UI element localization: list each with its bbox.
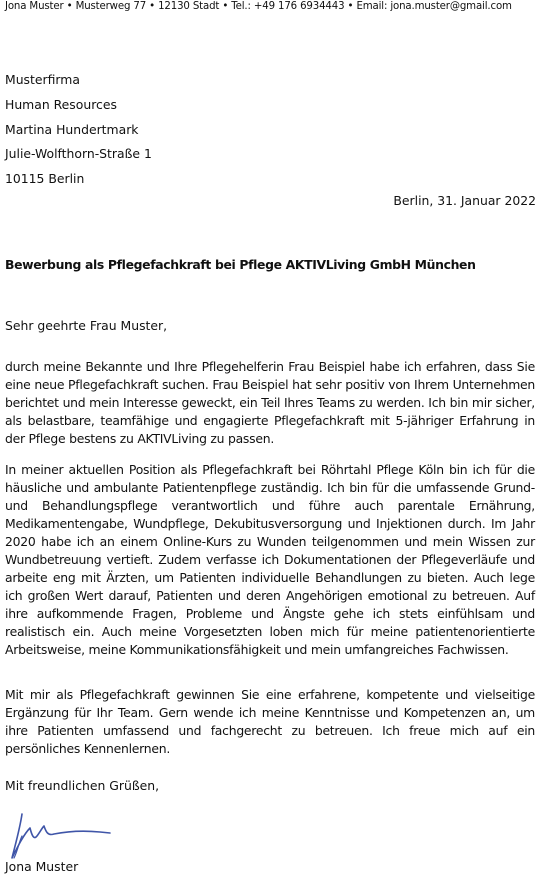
sender-line: Jona Muster • Musterweg 77 • 12130 Stadt • Tel.: +49 176 6934443 • Email: jona.muster@gmail.com (5, 1, 512, 12)
signer-name: Jona Muster (5, 859, 79, 874)
recipient-contact: Martina Hundertmark (5, 121, 139, 137)
recipient-city: 10115 Berlin (5, 171, 85, 187)
recipient-department: Human Resources (5, 96, 117, 112)
recipient-company: Musterfirma (5, 72, 80, 87)
letter-date: Berlin, 31. Januar 2022 (393, 193, 536, 208)
body-paragraph-2: In meiner aktuellen Position als Pflegefachkraft bei Röhrtahl Pflege Köln bin ich für die häusliche und ambulante Patientenpflege zuständig. Ich bin für die umfassende Grund- und Behandlungspflege verantwortlich und führe auch parentale Ernährung, Medikamentengabe, Wundpflege, Dekubitusversorgung und Injektionen durch. Im Jahr 2020 habe ich an einem Online-Kurs zu Wunden teilgenommen und mein Wissen zur Wundbetreuung vertieft. Zudem verfasse ich Dokumentationen der Pflegeverläufe und arbeite eng mit Ärzten, um Patienten individuelle Behandlungen zu bieten. Auch lege ich großen Wert darauf, Patienten und deren Angehörigen emotional zu betreuen. Auf ihre aufkommende Fragen, Probleme und Ängste gehe ich stets einfühlsam und realistisch ein. Auch meine Vorgesetzten loben mich für meine patientenorientierte Arbeitsweise, meine Kommunikationsfähigkeit und mein umfangreiches Fachwissen. (5, 462, 535, 657)
letter-subject: Bewerbung als Pflegefachkraft bei Pflege AKTIVLiving GmbH München (5, 257, 476, 272)
closing: Mit freundlichen Grüßen, (5, 778, 160, 793)
body-paragraph-3: Mit mir als Pflegefachkraft gewinnen Sie eine erfahrene, kompetente und vielseitige Ergänzung für Ihr Team. Gern wende ich meine Kenntnisse und Kompetenzen an, um ihre Patienten umfassend und fachgerecht zu betreuen. Ich freue mich auf ein persönliches Kennenlernen. (5, 687, 535, 756)
salutation: Sehr geehrte Frau Muster, (5, 318, 168, 333)
recipient-street: Julie-Wolfthorn-Straße 1 (5, 146, 152, 162)
body-paragraph-1: durch meine Bekannte und Ihre Pflegehelferin Frau Beispiel habe ich erfahren, dass Sie eine neue Pflegefachkraft suchen. Frau Beispiel hat sehr positiv von Ihrem Unternehmen berichtet und mein Interesse geweckt, ein Teil Ihres Teams zu werden. Ich bin mir sicher, als belastbare, teamfähige und engagierte Pflegefachkraft mit 5-jähriger Erfahrung in der Pflege bestens zu AKTIVLiving zu passen. (5, 359, 535, 446)
handwritten-signature (4, 806, 114, 862)
recipient-address (5, 70, 152, 194)
